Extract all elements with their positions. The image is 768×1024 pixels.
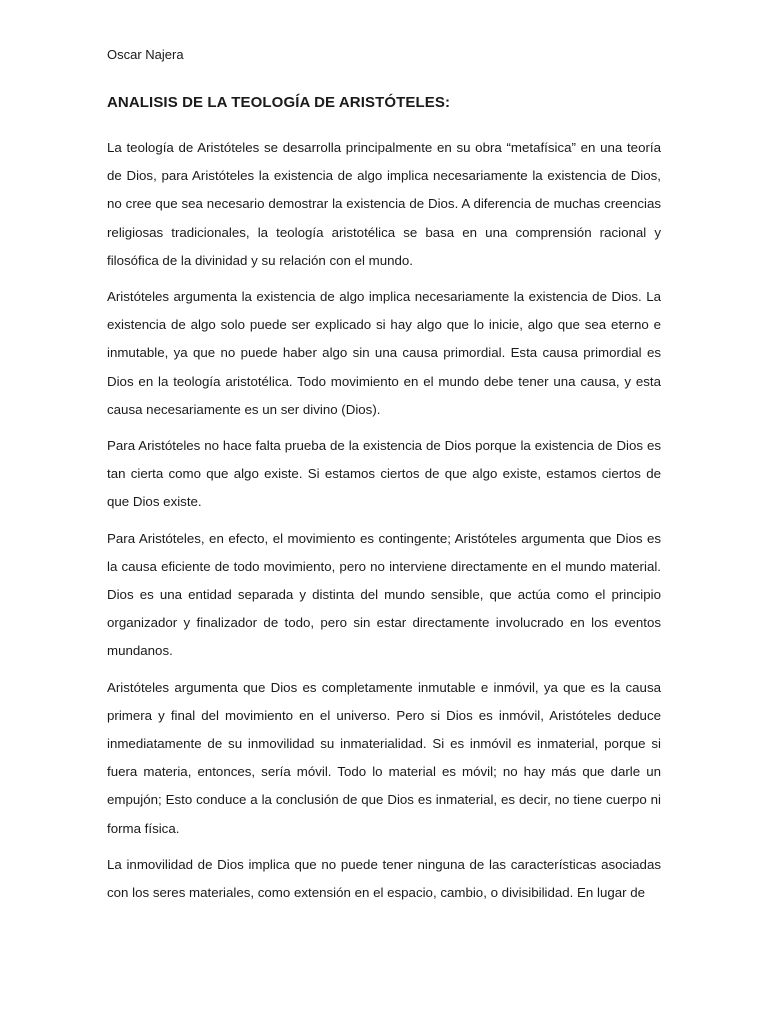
- paragraph: Para Aristóteles no hace falta prueba de la existencia de Dios porque la existencia de Dios es tan cierta como que algo existe. Si estamos ciertos de que algo existe, estamos ciertos de que Dios existe.: [107, 438, 661, 510]
- paragraph: Para Aristóteles, en efecto, el movimiento es contingente; Aristóteles argumenta que Dios es la causa eficiente de todo movimiento, pero no interviene directamente en el mundo material. Dios es una entidad separada y distinta del mundo sensible, que actúa como el principio organizador y finalizador de todo, pero sin estar directamente involucrado en los eventos mundanos.: [107, 530, 661, 659]
- paragraph: La inmovilidad de Dios implica que no puede tener ninguna de las características asociadas con los seres materiales, como extensión en el espacio, cambio, o divisibilidad. En lugar de: [107, 856, 661, 901]
- document-title: ANALISIS DE LA TEOLOGÍA DE ARISTÓTELES:: [107, 94, 451, 111]
- paragraph: La teología de Aristóteles se desarrolla principalmente en su obra “metafísica” en una teoría de Dios, para Aristóteles la existencia de algo implica necesariamente la existencia de Dios, no cree que sea necesario demostrar la existencia de Dios. A diferencia de muchas creencias religiosas tradicionales, la teología aristotélica se basa en una comprensión racional y filosófica de la divinidad y su relación con el mundo.: [107, 140, 661, 268]
- paragraph: Aristóteles argumenta la existencia de algo implica necesariamente la existencia de Dios. La existencia de algo solo puede ser explicado si hay algo que lo inicie, algo que sea eterno e inmutable, ya que no puede haber algo sin una causa primordial. Esta causa primordial es Dios en la teología aristotélica. Todo movimiento en el mundo debe tener una causa, y esta causa necesariamente es un ser divino (Dios).: [107, 289, 661, 417]
- author-name: Oscar Najera: [107, 47, 184, 62]
- paragraph: Aristóteles argumenta que Dios es completamente inmutable e inmóvil, ya que es la causa primera y final del movimiento en el universo. Pero si Dios es inmóvil, Aristóteles deduce inmediatamente de su inmovilidad su inmaterialidad. Si es inmóvil es inmaterial, porque si fuera materia, entonces, sería móvil. Todo lo material es móvil; no hay más que darle un empujón; Esto conduce a la conclusión de que Dios es inmaterial, es decir, no tiene cuerpo ni forma física.: [107, 679, 661, 836]
- document-body: [107, 134, 661, 915]
